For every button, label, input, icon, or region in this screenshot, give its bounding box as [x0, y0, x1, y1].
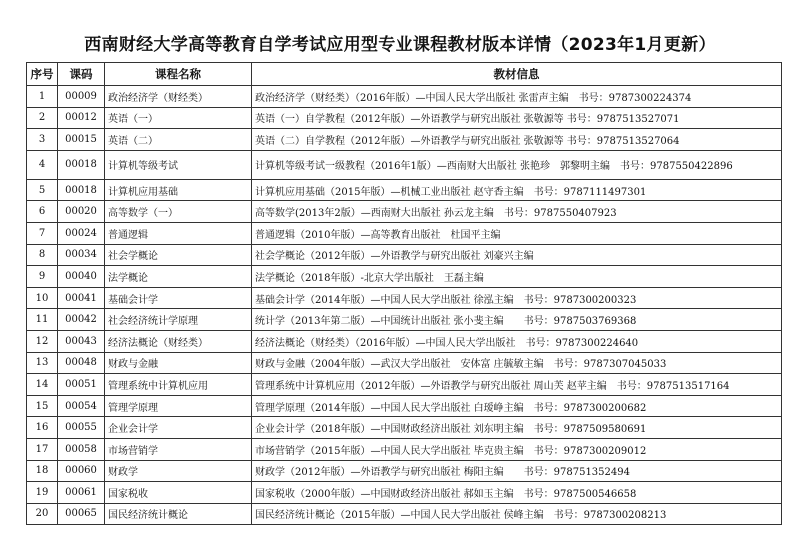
- table-row: [27, 244, 782, 266]
- row-index: 7: [27, 222, 58, 244]
- row-index: 9: [27, 266, 58, 288]
- row-course-name: 社会经济统计学原理: [105, 309, 252, 331]
- row-textbook-info: 计算机等级考试一级教程（2016年1版）—西南财大出版社 张艳珍 郭黎明主编 书号：9787550422896: [252, 150, 782, 179]
- row-textbook-info: 普通逻辑（2010年版）—高等教育出版社 杜国平主编: [252, 222, 782, 244]
- row-index: 18: [27, 460, 58, 482]
- row-textbook-info: 管理系统中计算机应用（2012年版）—外语教学与研究出版社 周山芙 赵苹主编 书号：9787513517164: [252, 374, 782, 396]
- table-row: [27, 86, 782, 108]
- row-textbook-info: 政治经济学（财经类）（2016年版）—中国人民大学出版社 张雷声主编 书号：9787300224374: [252, 86, 782, 108]
- row-textbook-info: 基础会计学（2014年版）—中国人民大学出版社 徐泓主编 书号：9787300200323: [252, 287, 782, 309]
- table-row: [27, 460, 782, 482]
- table-row: [27, 150, 782, 179]
- table-row: [27, 374, 782, 396]
- row-course-code: 00024: [58, 222, 105, 244]
- row-textbook-info: 市场营销学（2015年版）—中国人民大学出版社 毕克贵主编 书号：9787300209012: [252, 438, 782, 460]
- row-course-name: 国家税收: [105, 482, 252, 504]
- header-course-code: 课码: [58, 63, 105, 86]
- row-index: 6: [27, 201, 58, 223]
- row-index: 10: [27, 287, 58, 309]
- table-row: [27, 417, 782, 439]
- table-row: [27, 129, 782, 151]
- table-row: [27, 309, 782, 331]
- table-row: [27, 266, 782, 288]
- row-course-name: 管理学原理: [105, 395, 252, 417]
- row-textbook-info: 财政与金融（2004年版）—武汉大学出版社 安体富 庄毓敏主编 书号：9787307045033: [252, 352, 782, 374]
- table-row: [27, 438, 782, 460]
- row-course-name: 法学概论: [105, 266, 252, 288]
- table-row: [27, 222, 782, 244]
- row-course-name: 管理系统中计算机应用: [105, 374, 252, 396]
- row-course-code: 00055: [58, 417, 105, 439]
- row-course-name: 财政与金融: [105, 352, 252, 374]
- row-course-name: 政治经济学（财经类）: [105, 86, 252, 108]
- row-course-code: 00041: [58, 287, 105, 309]
- row-textbook-info: 国民经济统计概论（2015年版）—中国人民大学出版社 侯峰主编 书号：9787300208213: [252, 503, 782, 525]
- row-index: 8: [27, 244, 58, 266]
- header-textbook-info: 教材信息: [252, 63, 782, 86]
- row-course-code: 00020: [58, 201, 105, 223]
- table-header-row: [27, 63, 782, 86]
- row-course-name: 国民经济统计概论: [105, 503, 252, 525]
- row-course-code: 00018: [58, 179, 105, 201]
- row-course-name: 市场营销学: [105, 438, 252, 460]
- row-textbook-info: 高等数学(2013年2版）—西南财大出版社 孙云龙主编 书号：9787550407923: [252, 201, 782, 223]
- table-row: [27, 330, 782, 352]
- row-course-code: 00054: [58, 395, 105, 417]
- row-textbook-info: 英语（二）自学教程（2012年版）—外语教学与研究出版社 张敬源等 书号：9787513527064: [252, 129, 782, 151]
- textbook-table: [26, 62, 782, 525]
- row-index: 13: [27, 352, 58, 374]
- row-course-name: 企业会计学: [105, 417, 252, 439]
- table-row: [27, 395, 782, 417]
- row-index: 14: [27, 374, 58, 396]
- header-course-name: 课程名称: [105, 63, 252, 86]
- row-textbook-info: 经济法概论（财经类）（2016年版）—中国人民大学出版社 书号：9787300224640: [252, 330, 782, 352]
- row-textbook-info: 计算机应用基础（2015年版）—机械工业出版社 赵守香主编 书号：9787111497301: [252, 179, 782, 201]
- row-course-code: 00058: [58, 438, 105, 460]
- table-body: [27, 86, 782, 525]
- table-row: [27, 503, 782, 525]
- row-index: 17: [27, 438, 58, 460]
- row-index: 12: [27, 330, 58, 352]
- row-course-code: 00018: [58, 150, 105, 179]
- row-course-name: 经济法概论（财经类）: [105, 330, 252, 352]
- row-index: 2: [27, 107, 58, 129]
- row-course-name: 高等数学（一）: [105, 201, 252, 223]
- row-textbook-info: 法学概论（2018年版）-北京大学出版社 王磊主编: [252, 266, 782, 288]
- row-textbook-info: 统计学（2013年第二版）—中国统计出版社 张小斐主编 书号：9787503769368: [252, 309, 782, 331]
- table-row: [27, 107, 782, 129]
- row-course-code: 00042: [58, 309, 105, 331]
- row-textbook-info: 财政学（2012年版）—外语教学与研究出版社 梅阳主编 书号：978751352494: [252, 460, 782, 482]
- row-course-code: 00015: [58, 129, 105, 151]
- page-title: 西南财经大学高等教育自学考试应用型专业课程教材版本详情（2023年1月更新）: [84, 35, 716, 55]
- row-textbook-info: 国家税收（2000年版）—中国财政经济出版社 郝如玉主编 书号：9787500546658: [252, 482, 782, 504]
- row-course-code: 00009: [58, 86, 105, 108]
- row-index: 1: [27, 86, 58, 108]
- row-course-name: 社会学概论: [105, 244, 252, 266]
- row-course-name: 基础会计学: [105, 287, 252, 309]
- row-textbook-info: 管理学原理（2014年版）—中国人民大学出版社 白瑷峥主编 书号：9787300200682: [252, 395, 782, 417]
- table-row: [27, 287, 782, 309]
- row-course-code: 00061: [58, 482, 105, 504]
- table-row: [27, 352, 782, 374]
- row-course-code: 00043: [58, 330, 105, 352]
- row-course-code: 00048: [58, 352, 105, 374]
- row-textbook-info: 英语（一）自学教程（2012年版）—外语教学与研究出版社 张敬源等 书号：9787513527071: [252, 107, 782, 129]
- row-course-code: 00040: [58, 266, 105, 288]
- row-index: 19: [27, 482, 58, 504]
- row-index: 5: [27, 179, 58, 201]
- row-index: 16: [27, 417, 58, 439]
- header-index: 序号: [27, 63, 58, 86]
- row-index: 4: [27, 150, 58, 179]
- row-index: 11: [27, 309, 58, 331]
- row-textbook-info: 企业会计学（2018年版）—中国财政经济出版社 刘东明主编 书号：9787509580691: [252, 417, 782, 439]
- row-course-code: 00034: [58, 244, 105, 266]
- row-index: 3: [27, 129, 58, 151]
- row-index: 20: [27, 503, 58, 525]
- row-course-name: 财政学: [105, 460, 252, 482]
- row-textbook-info: 社会学概论（2012年版）—外语教学与研究出版社 刘豪兴主编: [252, 244, 782, 266]
- row-course-code: 00012: [58, 107, 105, 129]
- row-course-name: 普通逻辑: [105, 222, 252, 244]
- row-course-code: 00065: [58, 503, 105, 525]
- row-course-name: 英语（二）: [105, 129, 252, 151]
- table-row: [27, 201, 782, 223]
- row-course-name: 计算机应用基础: [105, 179, 252, 201]
- row-course-code: 00051: [58, 374, 105, 396]
- row-course-name: 英语（一）: [105, 107, 252, 129]
- row-index: 15: [27, 395, 58, 417]
- row-course-name: 计算机等级考试: [105, 150, 252, 179]
- table-row: [27, 482, 782, 504]
- table-row: [27, 179, 782, 201]
- row-course-code: 00060: [58, 460, 105, 482]
